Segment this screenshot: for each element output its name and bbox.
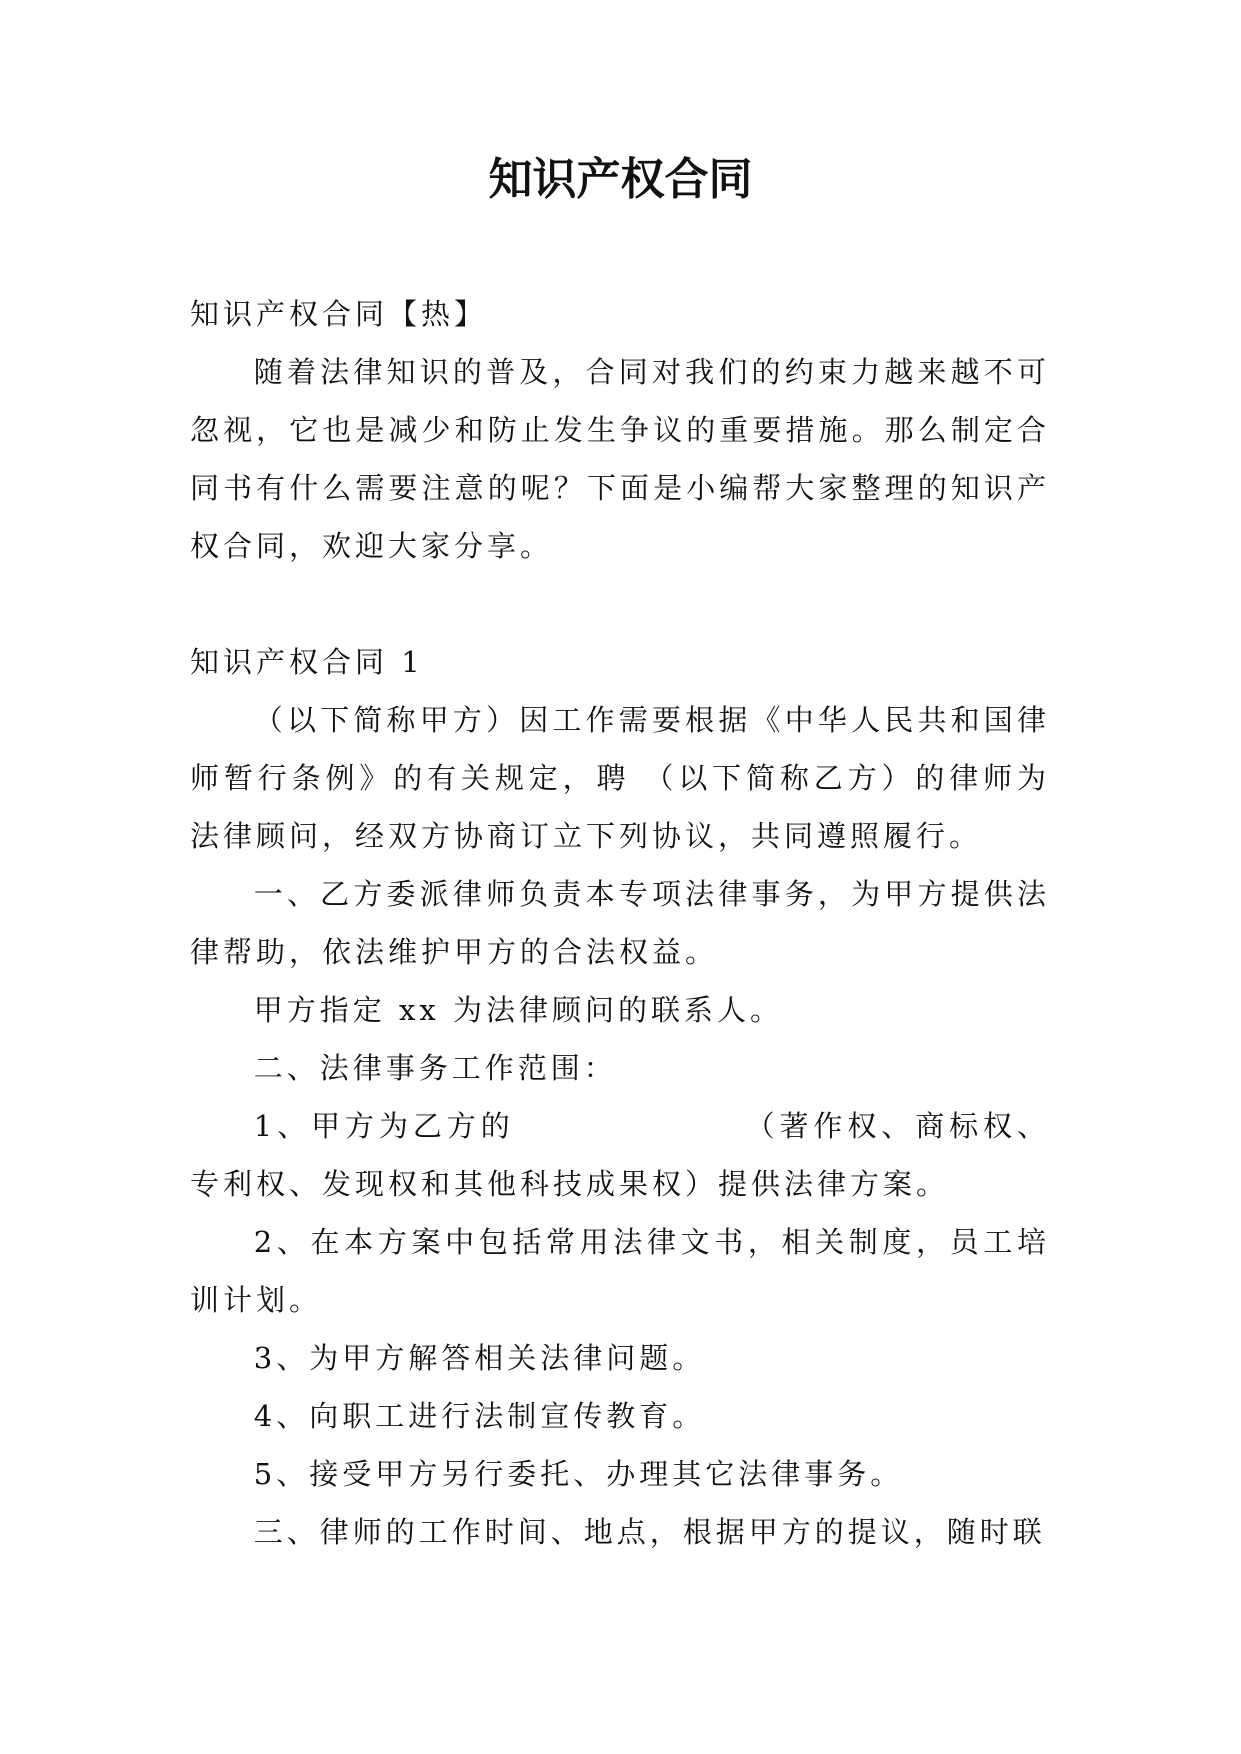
list-item-5: 5、接受甲方另行委托、办理其它法律事务。 <box>253 1457 904 1491</box>
subtitle: 知识产权合同【热】 <box>190 297 488 331</box>
section-heading: 知识产权合同 1 <box>190 645 424 679</box>
intro-paragraph: 随着法律知识的普及，合同对我们的约束力越来越不可忽视，它也是减少和防止发生争议的重要措施。那么制定合同书有什么需要注意的呢？下面是小编帮大家整理的知识产权合同，欢迎大家分享。 <box>190 355 1050 563</box>
paragraph-clause-1: 一、乙方委派律师负责本专项法律事务，为甲方提供法律帮助，依法维护甲方的合法权益。 <box>190 877 1050 969</box>
paragraph-contact: 甲方指定 xx 为法律顾问的联系人。 <box>253 993 783 1027</box>
section-gap <box>190 575 1050 633</box>
list-item-2: 2、在本方案中包括常用法律文书，相关制度，员工培训计划。 <box>190 1225 1050 1317</box>
list-item-4: 4、向职工进行法制宣传教育。 <box>253 1399 706 1433</box>
list-item-1-prefix: 1、甲方为乙方的 <box>253 1109 515 1143</box>
document-title: 知识产权合同 <box>488 154 753 205</box>
document-body <box>190 285 1050 1561</box>
list-item-1-suffix: （著作权、商标权、专利权、发现权和其他科技成果权）提供法律方案。 <box>190 1109 1050 1201</box>
list-item-1 <box>190 1097 1050 1213</box>
list-item-3: 3、为甲方解答相关法律问题。 <box>253 1341 706 1375</box>
paragraph-preamble: （以下简称甲方）因工作需要根据《中华人民共和国律师暂行条例》的有关规定，聘 （以下简称乙方）的律师为法律顾问，经双方协商订立下列协议，共同遵照履行。 <box>190 703 1050 853</box>
paragraph-clause-2: 二、法律事务工作范围： <box>253 1051 617 1085</box>
paragraph-clause-3: 三、律师的工作时间、地点，根据甲方的提议，随时联 <box>253 1515 1046 1549</box>
